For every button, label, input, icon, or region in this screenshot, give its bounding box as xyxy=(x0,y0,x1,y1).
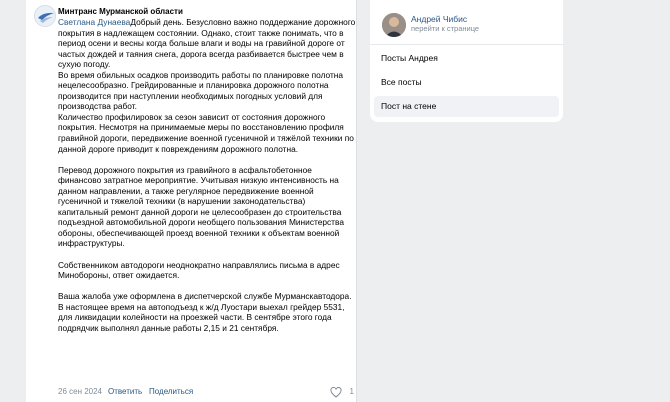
paragraph-gap xyxy=(58,281,356,292)
menu-item-all-posts[interactable]: Все посты xyxy=(381,77,422,87)
post-body xyxy=(58,17,356,333)
mention-link[interactable]: Светлана Дунаева xyxy=(58,17,131,27)
profile-avatar[interactable] xyxy=(382,13,406,37)
paragraph-gap xyxy=(58,154,356,165)
author-avatar[interactable] xyxy=(34,5,56,27)
paragraph: Количество профилировок за сезон зависит от состояния дорожного покрытия. Несмотря на принимаемые меры по восстановлению профиля гравийной дороги, передвижение военной гусеничной и тяжёлой техники по данной дороге приводит к повреждениям дорожного полотна. xyxy=(58,111,354,154)
post-footer xyxy=(58,387,356,400)
post-author[interactable]: Минтранс Мурманской области xyxy=(58,7,183,16)
reply-button[interactable]: Ответить xyxy=(108,387,143,396)
profile-name[interactable]: Андрей Чибис xyxy=(411,14,468,24)
like-count: 1 xyxy=(349,387,354,396)
paragraph: Собственником автодороги неоднократно направлялись письма в адрес Минобороны, ответ ожидается. xyxy=(58,259,340,281)
post-date[interactable]: 26 сен 2024 xyxy=(58,387,103,396)
comment-post xyxy=(26,0,356,402)
divider xyxy=(370,44,563,45)
paragraph-gap xyxy=(58,249,356,260)
paragraph: Ваша жалоба уже оформлена в диспетчерской службе Мурманскавтодора. В настоящее время на автоподъезд к ж/д Луостари выехал грейдер 5531, для ликвидации колейности на проезжей части. В сентябре этого года подрядчик выполнял данные работы 2,15 и 21 сентября. xyxy=(58,291,352,333)
profile-link[interactable]: перейти к странице xyxy=(411,24,480,33)
menu-item-andrey-posts[interactable]: Посты Андрея xyxy=(381,53,438,63)
paragraph: Во время обильных осадков производить работы по планировке полотна нецелесообразно. Грейдированные и планировка дорожного полотна производится при наступлении необходимых погодных условий для производства работ. xyxy=(58,69,344,112)
sidebar-card xyxy=(370,0,563,122)
paragraph: Перевод дорожного покрытия из гравийного в асфальтобетонное финансово затратное мероприятие. Учитывая низкую интенсивность на данном направлении, а также регулярное передвижение военной гусеничной и тяжелой техники (в нарушении законодательства) капитальный ремонт данной дороги не целесообразен до строительства подъездной автомобильной дороги необщего пользования Министерства обороны, обеспечивающей проезд военной техники к объектам военной инфраструктуры. xyxy=(58,164,344,249)
share-button[interactable]: Поделиться xyxy=(149,387,194,396)
paragraph: Светлана ДунаеваДобрый день. Безусловно важно поддержание дорожного покрытия в надлежащем состоянии. Однако, стоит также понимать, что в период осени и весны когда больше влаги и воды на гравийной дороге от частых дождей и таяния снега, дорога всегда разбивается быстрее чем в сухую погоду. xyxy=(58,17,356,70)
heart-icon[interactable] xyxy=(330,387,342,398)
menu-item-wall-post[interactable]: Пост на стене xyxy=(374,96,559,117)
column-divider xyxy=(356,0,357,402)
